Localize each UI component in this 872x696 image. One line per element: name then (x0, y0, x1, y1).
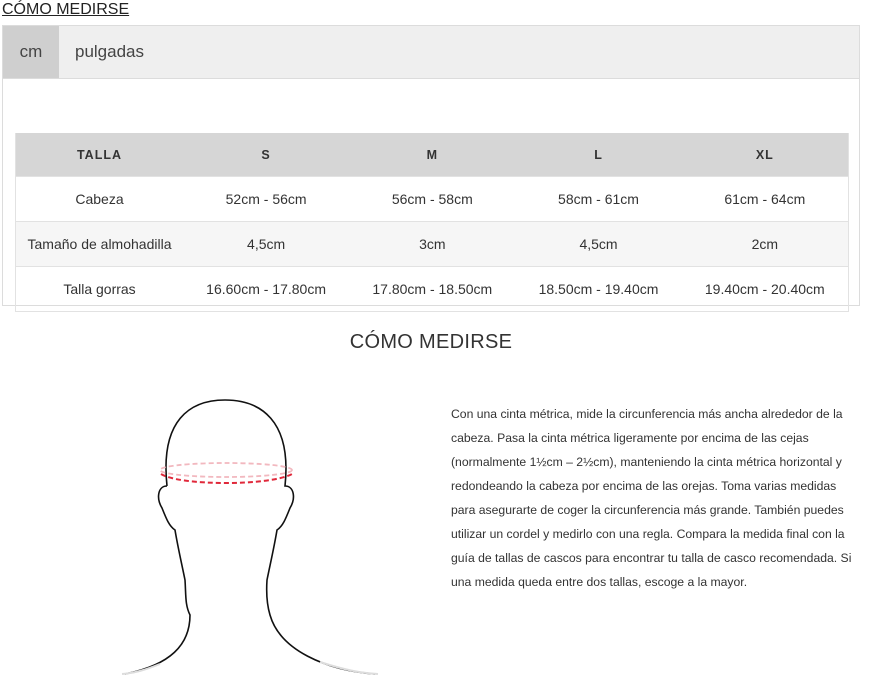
how-to-measure-heading: CÓMO MEDIRSE (349, 331, 513, 353)
table-cell: 17.80cm - 18.50cm (349, 267, 515, 312)
table-row (16, 177, 849, 222)
header-l: L (515, 133, 681, 177)
table-cell: 2cm (682, 222, 849, 267)
tab-pulgadas[interactable]: pulgadas (75, 42, 145, 61)
size-guide-panel (2, 25, 860, 306)
header-s: S (183, 133, 349, 177)
unit-tabs (3, 26, 859, 79)
how-to-measure-link[interactable]: CÓMO MEDIRSE (2, 1, 130, 18)
tab-cm[interactable]: cm (3, 26, 59, 78)
table-cell: 58cm - 61cm (515, 177, 681, 222)
measuring-instructions: Con una cinta métrica, mide la circunferencia más ancha alrededor de la cabeza. Pasa la cinta métrica ligeramente por encima de las cejas (normalmente 1½cm – 2½cm), manteniendo la cinta métrica horizontal y redondeando la cabeza por encima de las orejas. Toma varias medidas para asegurarte de coger la circunferencia más grande. También puedes utilizar un cordel y medirlo con una regla. Compara la medida final con la guía de tallas de cascos para encontrar tu talla de casco recomendada. Si una medida queda entre dos tallas, escoge a la mayor. (451, 407, 852, 589)
table-cell: 16.60cm - 17.80cm (183, 267, 349, 312)
table-cell: 18.50cm - 19.40cm (515, 267, 681, 312)
head-measuring-tape-icon (120, 390, 380, 690)
table-cell: 19.40cm - 20.40cm (682, 267, 849, 312)
table-cell: 4,5cm (515, 222, 681, 267)
table-row (16, 222, 849, 267)
table-cell: 4,5cm (183, 222, 349, 267)
table-cell: 56cm - 58cm (349, 177, 515, 222)
table-row (16, 267, 849, 312)
table-cell: 3cm (349, 222, 515, 267)
table-cell: Tamaño de almohadilla (16, 222, 184, 267)
table-cell: Talla gorras (16, 267, 184, 312)
table-cell: 52cm - 56cm (183, 177, 349, 222)
header-xl: XL (682, 133, 849, 177)
header-talla: TALLA (16, 133, 184, 177)
size-table (15, 133, 849, 312)
table-cell: Cabeza (16, 177, 184, 222)
header-m: M (349, 133, 515, 177)
table-cell: 61cm - 64cm (682, 177, 849, 222)
table-header-row (16, 133, 849, 177)
